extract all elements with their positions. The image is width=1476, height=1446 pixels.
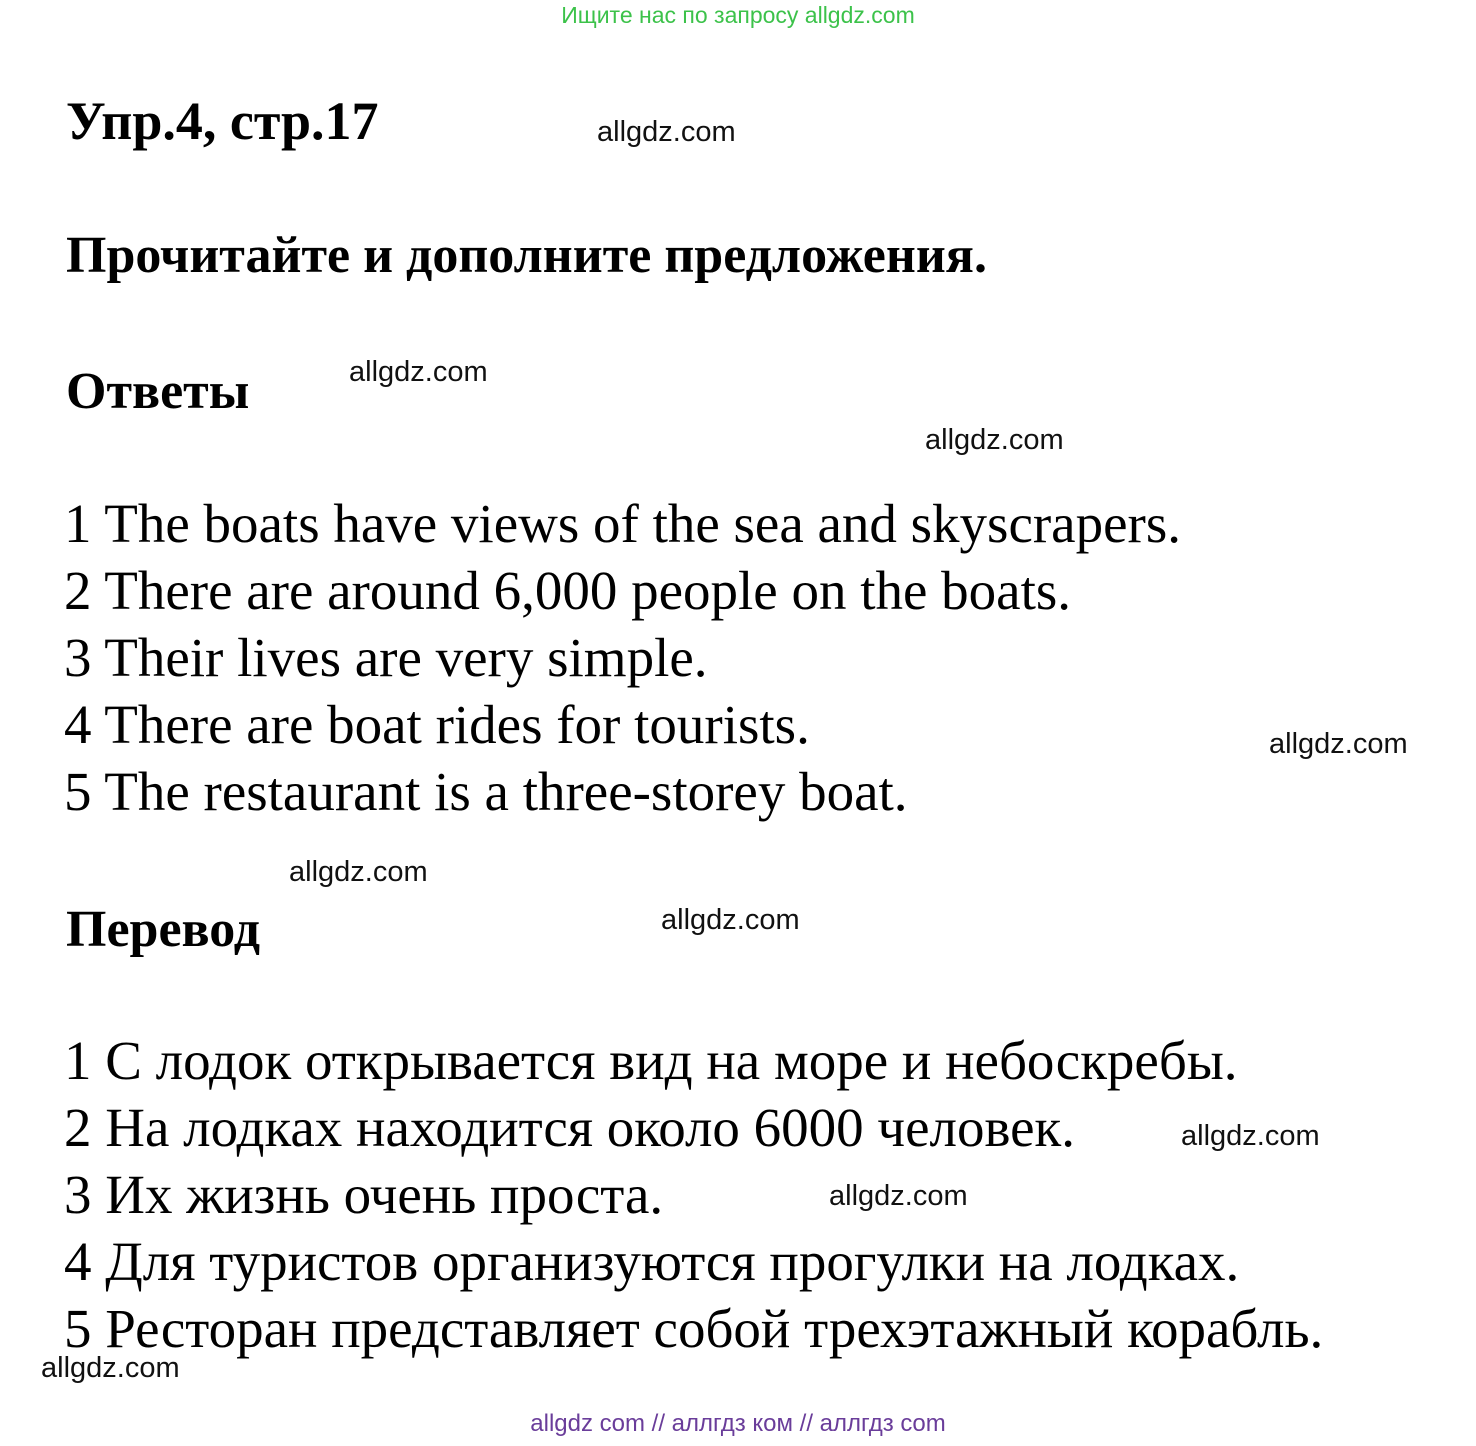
answer-item: 4 There are boat rides for tourists. [64, 694, 810, 755]
translation-item: 2 На лодках находится около 6000 человек. [64, 1097, 1075, 1158]
translation-item: 4 Для туристов организуются прогулки на лодках. [64, 1231, 1240, 1292]
watermark: allgdz.com [41, 1352, 180, 1384]
answer-item: 1 The boats have views of the sea and skyscrapers. [64, 493, 1181, 554]
watermark: allgdz.com [289, 856, 428, 888]
watermark: allgdz.com [829, 1180, 968, 1212]
translation-item: 3 Их жизнь очень проста. [64, 1164, 664, 1225]
top-banner-link[interactable]: Ищите нас по запросу allgdz.com [561, 2, 915, 28]
watermark: allgdz.com [597, 116, 736, 148]
watermark: allgdz.com [661, 904, 800, 936]
watermark: allgdz.com [1269, 728, 1408, 760]
task-instruction: Прочитайте и дополните предложения. [66, 227, 987, 284]
watermark: allgdz.com [1181, 1120, 1320, 1152]
answer-item: 5 The restaurant is a three-storey boat. [64, 761, 908, 822]
translation-item: 5 Ресторан представляет собой трехэтажный корабль. [64, 1298, 1324, 1359]
translation-item: 1 С лодок открывается вид на море и небоскребы. [64, 1030, 1238, 1091]
watermark: allgdz.com [349, 356, 488, 388]
exercise-title: Упр.4, стр.17 [66, 91, 379, 151]
answers-list [64, 490, 1181, 825]
answers-heading: Ответы [66, 363, 250, 420]
translation-heading: Перевод [66, 901, 261, 958]
watermark: allgdz.com [925, 424, 1064, 456]
answer-item: 2 There are around 6,000 people on the boats. [64, 560, 1071, 621]
bottom-banner-link[interactable]: allgdz com // аллгдз ком // аллгдз com [530, 1410, 946, 1437]
answer-item: 3 Their lives are very simple. [64, 627, 708, 688]
translation-list [64, 1027, 1323, 1362]
